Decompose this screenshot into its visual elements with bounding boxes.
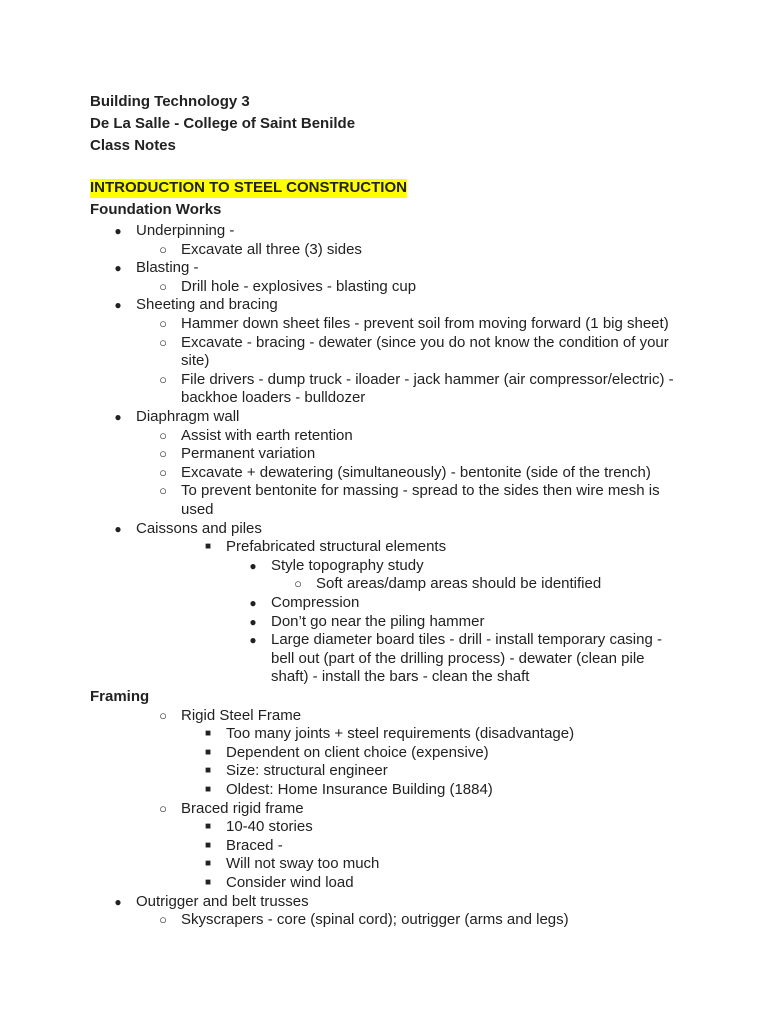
framing-heading: Framing <box>90 688 150 705</box>
bullet-square-icon: ■ <box>204 784 212 795</box>
bullet-circle-icon: ○ <box>159 371 167 387</box>
bullet-disc-icon: ● <box>114 521 122 536</box>
list-item: ● Style topography study <box>0 557 768 576</box>
bullet-square-icon: ■ <box>204 746 212 758</box>
bullet-circle-icon: ○ <box>159 464 167 480</box>
bullet-square-icon: ■ <box>204 765 212 777</box>
list-item: ○ Skyscrapers - core (spinal cord); outrigger (arms and legs) <box>0 911 768 930</box>
list-item-continuation: used <box>181 501 214 518</box>
list-item: ● Caissons and piles <box>0 520 768 539</box>
list-item: ● Sheeting and bracing <box>0 296 768 315</box>
list-item: ● Don’t go near the piling hammer <box>0 613 768 632</box>
list-item: ○ Excavate - bracing - dewater (since you do not know the condition of your <box>0 334 768 353</box>
list-item: ■ Will not sway too much <box>0 855 768 874</box>
bullet-square-icon: ■ <box>204 858 212 870</box>
bullet-disc-icon: ● <box>114 298 122 313</box>
section-title: INTRODUCTION TO STEEL CONSTRUCTION <box>90 179 407 196</box>
bullet-disc-icon: ● <box>249 596 257 610</box>
bullet-circle-icon: ○ <box>159 446 167 462</box>
list-item: ○ Permanent variation <box>0 445 768 464</box>
list-item: ● Large diameter board tiles - drill - install temporary casing - <box>0 631 768 650</box>
list-item: ● Diaphragm wall <box>0 408 768 427</box>
school-name: De La Salle - College of Saint Benilde <box>90 115 356 132</box>
list-item-continuation: site) <box>181 352 210 370</box>
list-item-continuation: bell out (part of the drilling process) - dewater (clean pile <box>271 649 645 667</box>
bullet-circle-icon: ○ <box>159 316 167 331</box>
list-item: ○ Rigid Steel Frame <box>0 707 768 726</box>
list-item: ■ Oldest: Home Insurance Building (1884) <box>0 781 768 800</box>
list-item: ○ Hammer down sheet files - prevent soil from moving forward (1 big sheet) <box>0 315 768 334</box>
bullet-square-icon: ■ <box>204 541 212 553</box>
list-item: ■ Too many joints + steel requirements (disadvantage) <box>0 725 768 744</box>
list-item: ○ Braced rigid frame <box>0 800 768 819</box>
list-item: ● Underpinning - <box>0 222 768 241</box>
course-title: Building Technology 3 <box>90 93 250 110</box>
list-item: ○ To prevent bentonite for massing - spread to the sides then wire mesh is <box>0 482 768 501</box>
list-item: ○ Excavate + dewatering (simultaneously) - bentonite (side of the trench) <box>0 464 768 483</box>
foundation-heading: Foundation Works <box>90 201 222 218</box>
bullet-disc-icon: ● <box>114 261 122 276</box>
list-item: ○ Drill hole - explosives - blasting cup <box>0 278 768 297</box>
list-item: ○ Excavate all three (3) sides <box>0 241 768 260</box>
bullet-disc-icon: ● <box>114 224 122 238</box>
list-item: ● Outrigger and belt trusses <box>0 893 768 912</box>
list-item: ○ Soft areas/damp areas should be identified <box>0 575 768 594</box>
list-item: ■ Consider wind load <box>0 874 768 893</box>
list-item: ○ Assist with earth retention <box>0 427 768 446</box>
bullet-circle-icon: ○ <box>159 912 167 928</box>
bullet-square-icon: ■ <box>204 728 212 740</box>
bullet-disc-icon: ● <box>114 410 122 424</box>
list-item: ○ File drivers - dump truck - iloader - jack hammer (air compressor/electric) - <box>0 371 768 390</box>
bullet-square-icon: ■ <box>204 839 212 851</box>
bullet-square-icon: ■ <box>204 877 212 888</box>
bullet-circle-icon: ○ <box>159 707 167 723</box>
notes-label: Class Notes <box>90 137 176 154</box>
bullet-circle-icon: ○ <box>159 334 167 350</box>
bullet-disc-icon: ● <box>114 894 122 909</box>
list-item: ■ Prefabricated structural elements <box>0 538 768 557</box>
list-item-continuation: backhoe loaders - bulldozer <box>181 389 366 407</box>
bullet-disc-icon: ● <box>249 633 257 648</box>
list-item: ● Compression <box>0 594 768 613</box>
bullet-circle-icon: ○ <box>159 800 167 816</box>
bullet-circle-icon: ○ <box>294 576 302 592</box>
list-item: ■ Size: structural engineer <box>0 762 768 781</box>
bullet-circle-icon: ○ <box>159 483 167 499</box>
bullet-square-icon: ■ <box>204 821 212 833</box>
list-item: ■ Dependent on client choice (expensive) <box>0 744 768 763</box>
list-item: ● Blasting - <box>0 259 768 278</box>
bullet-circle-icon: ○ <box>159 241 167 257</box>
list-item: ■ Braced - <box>0 837 768 856</box>
bullet-disc-icon: ● <box>249 558 257 573</box>
list-item-continuation: shaft) - install the bars - clean the shaft <box>271 668 530 686</box>
list-item: ■ 10-40 stories <box>0 818 768 837</box>
bullet-circle-icon: ○ <box>159 278 167 294</box>
bullet-circle-icon: ○ <box>159 427 167 443</box>
bullet-disc-icon: ● <box>249 614 257 629</box>
